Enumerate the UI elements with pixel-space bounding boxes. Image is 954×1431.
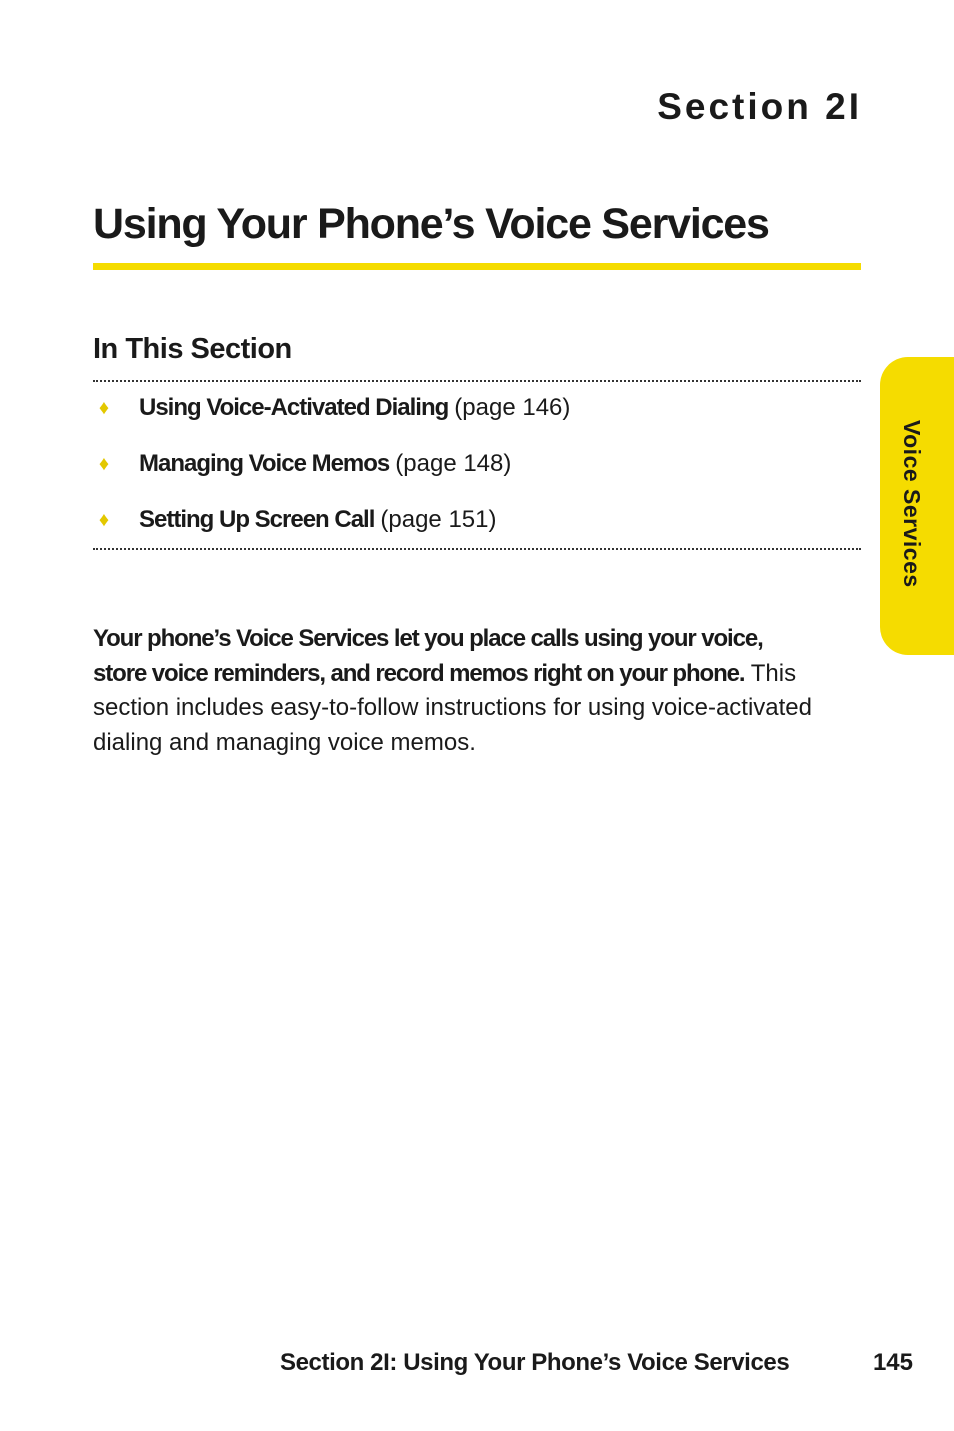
toc-heading: In This Section	[93, 333, 292, 365]
toc-item-page: (page 151)	[380, 506, 497, 533]
toc-item[interactable]	[96, 506, 496, 534]
toc-item-title: Using Voice-Activated Dialing	[139, 394, 449, 421]
side-tab-label: Voice Services	[899, 420, 925, 588]
toc-item-page: (page 148)	[395, 450, 512, 477]
page-title: Using Your Phone’s Voice Services	[93, 200, 769, 248]
toc-top-divider	[93, 380, 861, 382]
toc-item-title: Setting Up Screen Call	[139, 506, 375, 533]
diamond-icon: ♦	[98, 452, 110, 475]
toc-item-title: Managing Voice Memos	[139, 450, 390, 477]
diamond-icon: ♦	[98, 396, 110, 419]
intro-body: This section includes easy-to-follow instructions for using voice-activated dialing and managing voice memos.	[93, 659, 813, 756]
intro-lead: Your phone’s Voice Services let you place calls using your voice, store voice reminders, and record memos right on your phone.	[93, 625, 763, 687]
diamond-icon: ♦	[98, 508, 110, 531]
intro-paragraph	[93, 622, 813, 760]
footer-title: Section 2I: Using Your Phone’s Voice Services	[280, 1349, 790, 1376]
page-number: 145	[872, 1349, 913, 1376]
toc-item[interactable]	[96, 394, 570, 422]
toc-item-page: (page 146)	[454, 394, 571, 421]
toc-bottom-divider	[93, 548, 861, 550]
title-underline	[93, 263, 861, 270]
toc-item[interactable]	[96, 450, 511, 478]
section-label: Section 2I	[657, 86, 862, 127]
